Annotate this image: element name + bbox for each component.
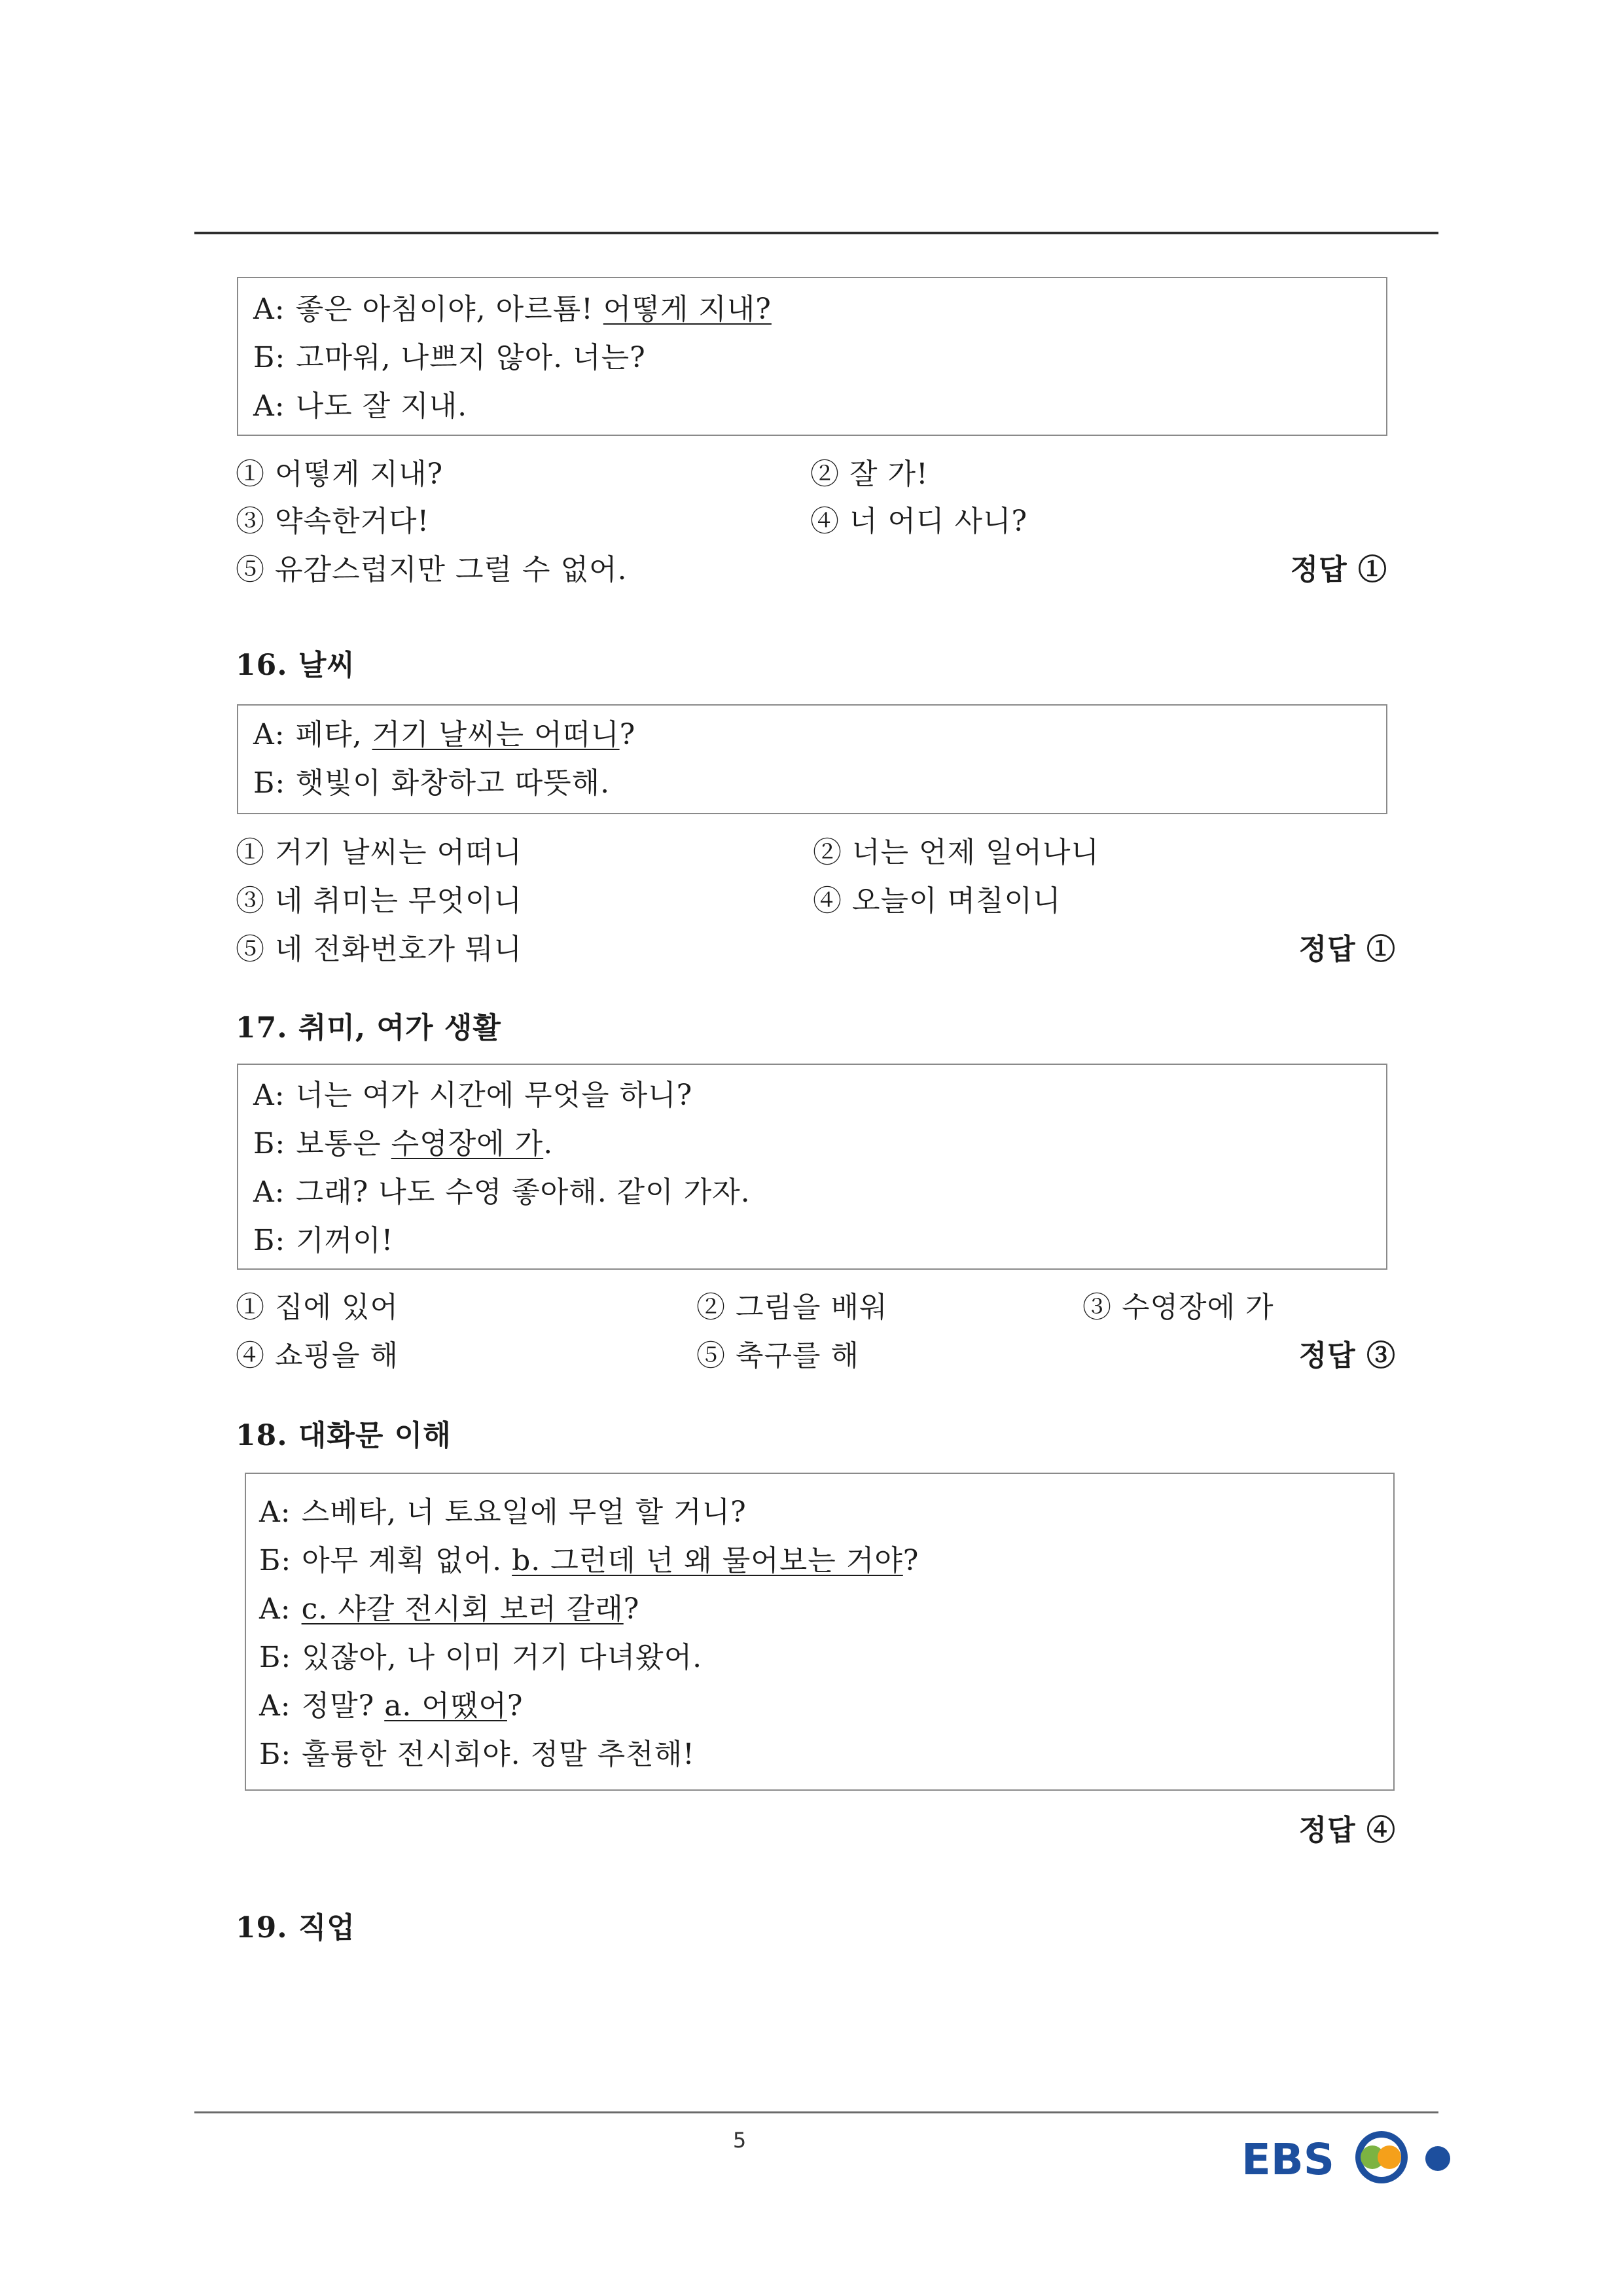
dialogue-line [253, 285, 1386, 334]
dialogue-box [237, 704, 1387, 814]
speaker-label: Б: [253, 766, 286, 800]
answer-option: ⑤ 유감스럽지만 그럴 수 없어. [236, 553, 628, 586]
speaker-label: Б: [259, 1544, 292, 1577]
answer-option: ③ 약속한거다! [236, 505, 430, 538]
speaker-label: A: [253, 1079, 285, 1112]
dialogue-box [237, 1064, 1387, 1270]
footer-rule [194, 2111, 1438, 2113]
speaker-label: A: [253, 293, 285, 326]
answer-option: ① 집에 있어 [236, 1291, 399, 1324]
speaker-label: A: [253, 1175, 285, 1209]
answer-option: ⑤ 축구를 해 [696, 1339, 859, 1372]
dialogue-line [259, 1731, 1393, 1779]
page-number: 5 [732, 2128, 747, 2153]
answer-option: ① 어떻게 지내? [236, 457, 444, 491]
dialogue-text: 고마워, 나쁘지 않아. 너는? [296, 341, 646, 374]
answer-option: ③ 수영장에 가 [1082, 1291, 1274, 1324]
section-heading: 19. 직업 [236, 1911, 355, 1945]
dialogue-text: 나도 잘 지내. [295, 389, 468, 423]
dialogue-line [253, 1120, 1386, 1168]
dialogue-box [245, 1473, 1395, 1791]
dialogue-line [259, 1585, 1393, 1634]
dialogue-line [253, 759, 1386, 808]
answer-key: 정답 ④ [1298, 1814, 1396, 1847]
answer-option: ③ 네 취미는 무엇이니 [236, 884, 522, 918]
underlined-phrase: b. 그런데 넌 왜 물어보는 거야 [512, 1544, 903, 1577]
answer-option: ⑤ 네 전화번호가 뭐니 [236, 933, 522, 966]
dialogue-text: 있잖아, 나 이미 거기 다녀왔어. [302, 1641, 703, 1674]
answer-key: 정답 ① [1290, 553, 1387, 586]
dialogue-line [259, 1634, 1393, 1682]
section-heading: 16. 날씨 [236, 649, 355, 682]
answer-key: 정답 ① [1298, 933, 1396, 966]
dialogue-text: 페탸, [295, 718, 372, 751]
dialogue-text: 그래? 나도 수영 좋아해. 같이 가자. [295, 1175, 751, 1209]
dialogue-line [253, 1217, 1386, 1265]
underlined-phrase: c. 샤갈 전시회 보러 갈래 [301, 1592, 624, 1626]
dialogue-text: ? [619, 718, 636, 751]
dialogue-line [259, 1488, 1393, 1537]
answer-option: ④ 쇼핑을 해 [236, 1339, 399, 1372]
dialogue-line [253, 1168, 1386, 1217]
underlined-phrase: a. 어땠어 [384, 1689, 507, 1723]
section-heading: 18. 대화문 이해 [236, 1419, 452, 1452]
dialogue-text: 좋은 아침이야, 아르툠! [295, 293, 603, 326]
dialogue-line [253, 382, 1386, 431]
dialogue-text: 햇빛이 화창하고 따뜻해. [296, 766, 611, 800]
underlined-phrase: 거기 날씨는 어떠니 [372, 718, 620, 751]
underlined-phrase: 수영장에 가 [391, 1127, 544, 1160]
speaker-label: Б: [253, 1127, 286, 1160]
ebs-logo-text: EBS [1241, 2134, 1334, 2183]
dialogue-line [253, 1071, 1386, 1120]
dialogue-line [253, 711, 1386, 759]
section-heading: 17. 취미, 여가 생활 [236, 1011, 501, 1045]
answer-option: ① 거기 날씨는 어떠니 [236, 836, 522, 869]
dialogue-line [259, 1682, 1393, 1731]
dialogue-box [237, 277, 1387, 436]
speaker-label: A: [253, 718, 285, 751]
ebs-logo [1241, 2128, 1452, 2183]
answer-option: ④ 너 어디 사니? [810, 505, 1028, 538]
underlined-phrase: 어떻게 지내? [603, 293, 772, 326]
dialogue-text: ? [902, 1544, 919, 1577]
speaker-label: A: [259, 1592, 291, 1626]
speaker-label: A: [253, 389, 285, 423]
dialogue-text: 보통은 [296, 1127, 391, 1160]
header-rule [194, 232, 1438, 234]
answer-option: ② 잘 가! [810, 457, 929, 491]
answer-key: 정답 ③ [1298, 1339, 1396, 1372]
speaker-label: A: [259, 1496, 291, 1529]
logo-blue-dot-icon [1425, 2146, 1450, 2171]
dialogue-text: 너는 여가 시간에 무엇을 하니? [295, 1079, 693, 1112]
dialogue-text: 정말? [301, 1689, 385, 1723]
speaker-label: Б: [253, 1224, 286, 1257]
dialogue-text: 스베타, 너 토요일에 무얼 할 거니? [301, 1496, 747, 1529]
answer-option: ② 너는 언제 일어나니 [813, 836, 1099, 869]
answer-option: ④ 오늘이 며칠이니 [813, 884, 1061, 918]
dialogue-text: ? [623, 1592, 640, 1626]
logo-orange-dot-icon [1378, 2145, 1401, 2169]
dialogue-text: . [543, 1127, 554, 1160]
dialogue-text: 아무 계획 없어. [302, 1544, 512, 1577]
answer-option: ② 그림을 배워 [696, 1291, 888, 1324]
speaker-label: A: [259, 1689, 291, 1723]
speaker-label: Б: [253, 341, 286, 374]
dialogue-text: ? [507, 1689, 524, 1723]
speaker-label: Б: [259, 1738, 292, 1771]
speaker-label: Б: [259, 1641, 292, 1674]
dialogue-line [259, 1537, 1393, 1585]
dialogue-text: 훌륭한 전시회야. 정말 추천해! [302, 1738, 695, 1771]
dialogue-line [253, 334, 1386, 382]
dialogue-text: 기꺼이! [296, 1224, 394, 1257]
